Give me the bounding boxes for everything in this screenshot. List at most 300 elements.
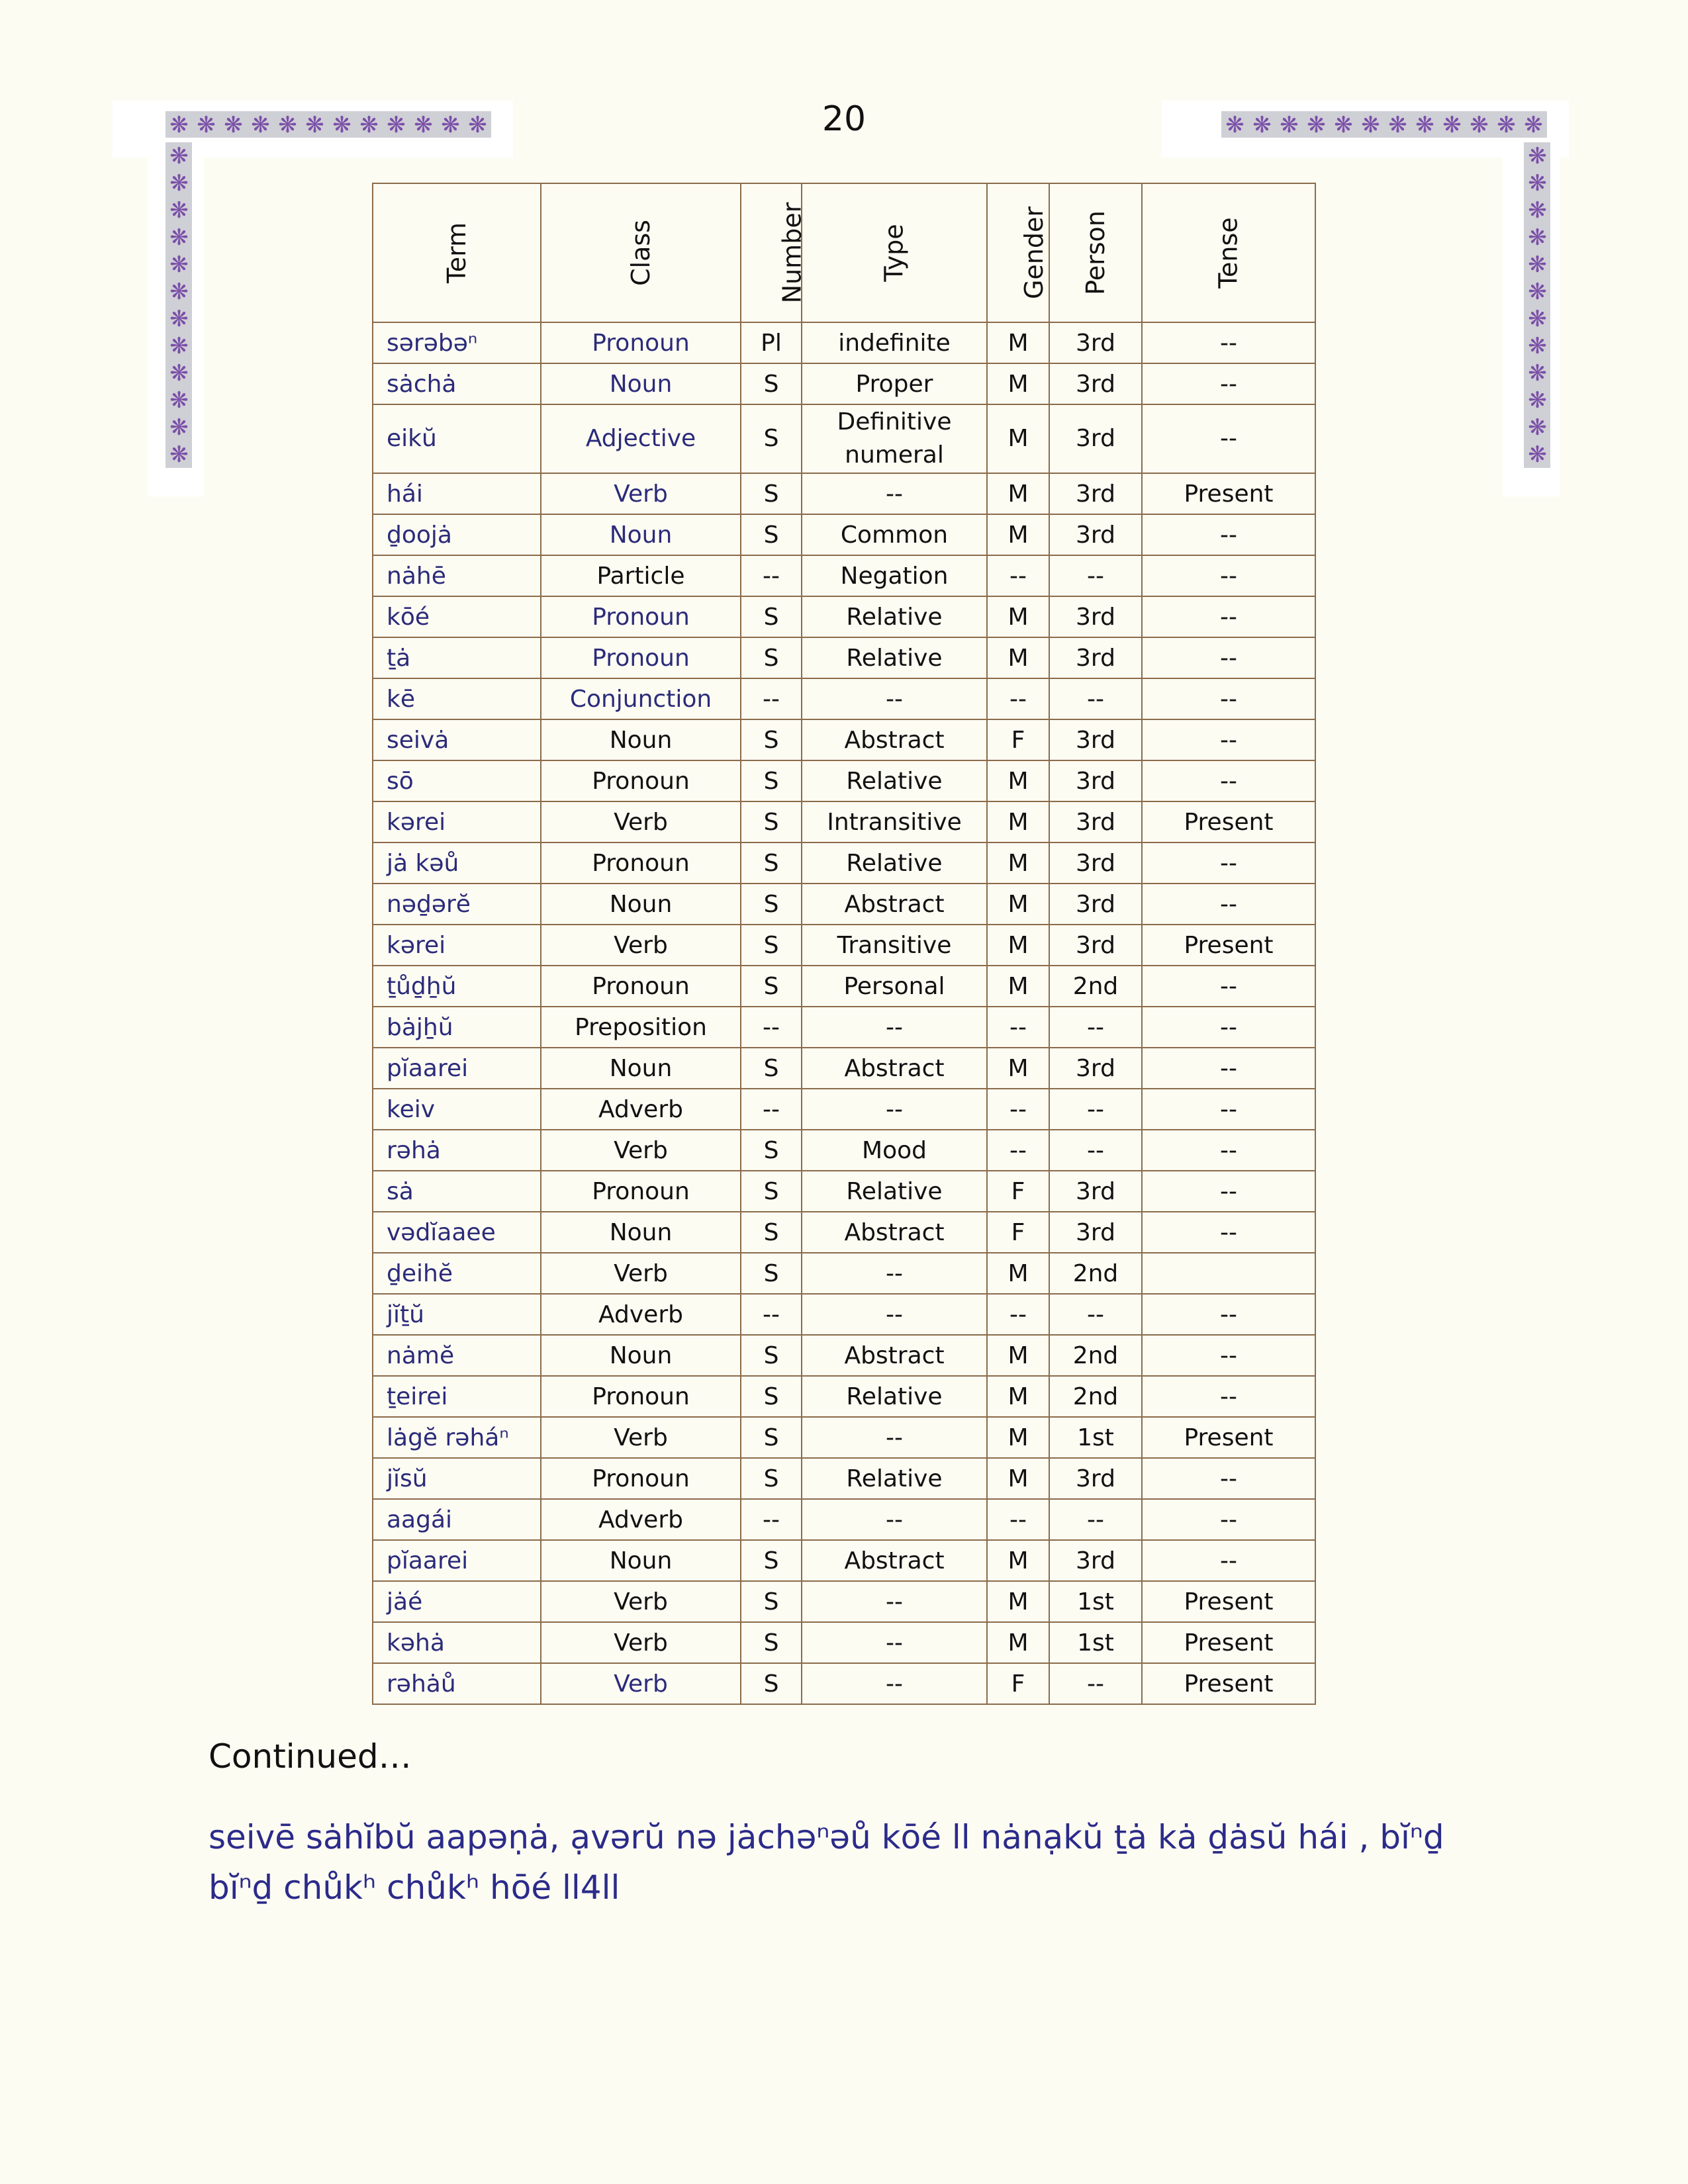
table-cell-term: jȧé [373,1581,541,1622]
table-cell-tense: -- [1142,1171,1315,1212]
table-row [373,1089,1315,1130]
table-cell-term: ṯůḏẖŭ [373,966,541,1007]
table-cell-type: Mood [802,1130,987,1171]
table-cell-type: -- [802,1622,987,1663]
table-row [373,1499,1315,1540]
table-row [373,678,1315,719]
table-cell-number: S [741,925,802,966]
column-header [802,183,987,322]
verse-text: seivē sȧhĭbŭ aapəṇȧ, ạvərŭ nə jȧchəⁿəů kōé ll nȧnạkŭ ṯȧ kȧ ḏȧsŭ hái , bĭⁿḏ bĭⁿḏ chůkʰ chůkʰ hōé ll4ll [209,1818,1444,1907]
flower-icon: ❋ [441,111,460,138]
table-cell-number: -- [741,1294,802,1335]
flower-icon: ❋ [197,111,216,138]
table-cell-gender: M [987,363,1049,404]
table-row [373,1294,1315,1335]
table-cell-term: aagái [373,1499,541,1540]
table-cell-type: Abstract [802,1212,987,1253]
table-cell-gender: M [987,966,1049,1007]
table-cell-person: 3rd [1049,925,1142,966]
table-cell-gender: M [987,1540,1049,1581]
table-cell-person: 3rd [1049,1458,1142,1499]
table-cell-class: Verb [541,1622,741,1663]
column-header [741,183,807,322]
flower-icon: ❋ [169,305,189,332]
table-cell-gender: M [987,1376,1049,1417]
table-cell-class: Pronoun [541,760,741,801]
table-cell-person: 1st [1049,1417,1142,1458]
table-cell-term: kərei [373,801,541,842]
table-cell-class: Noun [541,1335,741,1376]
table-cell-gender: M [987,842,1049,884]
table-cell-number: S [741,1376,802,1417]
table-cell-tense: -- [1142,555,1315,596]
table-cell-class: Noun [541,719,741,760]
table-cell-tense: -- [1142,1540,1315,1581]
table-cell-term: nəḏərĕ [373,884,541,925]
table-cell-person: 3rd [1049,760,1142,801]
table-cell-class: Adjective [541,404,741,473]
table-cell-tense: -- [1142,637,1315,678]
flower-icon: ❋ [1415,111,1434,138]
table-row [373,555,1315,596]
flower-icon: ❋ [1528,251,1547,278]
flower-icon: ❋ [1252,111,1272,138]
table-cell-person: 2nd [1049,1376,1142,1417]
table-cell-number: S [741,1130,802,1171]
table-cell-term: sərəbəⁿ [373,322,541,363]
table-cell-gender: M [987,404,1049,473]
table-cell-term: jĭsŭ [373,1458,541,1499]
table-cell-person: 3rd [1049,1048,1142,1089]
table-cell-type: Relative [802,1376,987,1417]
column-header-label: Tense [1214,217,1243,289]
table-cell-term: keiv [373,1089,541,1130]
table-cell-gender: M [987,884,1049,925]
flower-icon: ❋ [1528,387,1547,414]
table-cell-class: Noun [541,1048,741,1089]
flower-icon: ❋ [332,111,352,138]
table-cell-tense: -- [1142,514,1315,555]
table-cell-type: Personal [802,966,987,1007]
table-cell-term: ḏeihĕ [373,1253,541,1294]
table-cell-gender: M [987,1417,1049,1458]
table-cell-term: pĭaarei [373,1540,541,1581]
table-cell-class: Verb [541,1663,741,1704]
table-cell-type: -- [802,1089,987,1130]
flower-icon: ❋ [1528,278,1547,305]
table-cell-person: 3rd [1049,719,1142,760]
table-cell-number: S [741,596,802,637]
table-cell-person: 3rd [1049,1540,1142,1581]
table-cell-term: ḏoojȧ [373,514,541,555]
table-cell-number: S [741,637,802,678]
table-cell-number: S [741,404,802,473]
table-cell-gender: -- [987,555,1049,596]
table-cell-tense: Present [1142,473,1315,514]
flower-icon: ❋ [1528,142,1547,169]
table-cell-tense: Present [1142,1417,1315,1458]
flower-icon: ❋ [169,197,189,224]
table-cell-type: Relative [802,1458,987,1499]
table-cell-class: Noun [541,363,741,404]
table-cell-class: Verb [541,1417,741,1458]
table-cell-tense: -- [1142,1007,1315,1048]
table-row [373,637,1315,678]
table-cell-type: -- [802,1007,987,1048]
table-cell-type: Definitive numeral [802,404,987,473]
table-row [373,1622,1315,1663]
column-header-label: Type [880,224,909,282]
flower-icon: ❋ [305,111,324,138]
table-cell-tense: -- [1142,966,1315,1007]
table-cell-term: lȧgĕ rəháⁿ [373,1417,541,1458]
table-cell-number: S [741,1417,802,1458]
table-row [373,760,1315,801]
table-cell-gender: F [987,719,1049,760]
table-cell-type: indefinite [802,322,987,363]
table-row [373,966,1315,1007]
table-cell-gender: -- [987,1089,1049,1130]
table-cell-tense: -- [1142,1376,1315,1417]
continued-label: Continued… [209,1737,412,1776]
table-cell-term: kəhȧ [373,1622,541,1663]
table-cell-term: sȧchȧ [373,363,541,404]
table-row [373,1048,1315,1089]
table-cell-person: -- [1049,555,1142,596]
table-row [373,1130,1315,1171]
table-cell-gender: M [987,1253,1049,1294]
table-cell-tense: -- [1142,1048,1315,1089]
table-cell-type: Abstract [802,1048,987,1089]
table-row [373,1581,1315,1622]
table-cell-person: 3rd [1049,1212,1142,1253]
flower-icon: ❋ [1528,414,1547,441]
table-cell-tense: -- [1142,1335,1315,1376]
table-row [373,925,1315,966]
flower-icon: ❋ [169,441,189,468]
table-cell-number: S [741,842,802,884]
table-cell-class: Adverb [541,1294,741,1335]
table-cell-type: Abstract [802,719,987,760]
flower-icon: ❋ [169,359,189,387]
table-cell-class: Pronoun [541,1171,741,1212]
table-cell-number: S [741,514,802,555]
table-cell-class: Preposition [541,1007,741,1048]
table-cell-type: Abstract [802,884,987,925]
table-cell-person: -- [1049,1089,1142,1130]
column-header [1142,183,1315,322]
table-cell-number: S [741,1335,802,1376]
table-row [373,1458,1315,1499]
table-cell-person: 3rd [1049,514,1142,555]
flower-icon: ❋ [468,111,487,138]
table-cell-tense: -- [1142,1458,1315,1499]
table-cell-gender: M [987,1622,1049,1663]
table-row [373,1212,1315,1253]
table-row [373,404,1315,473]
table-row [373,596,1315,637]
table-cell-number: S [741,363,802,404]
table-cell-gender: M [987,514,1049,555]
table-cell-number: S [741,884,802,925]
table-cell-type: Relative [802,842,987,884]
flower-border-left [165,142,192,468]
table-cell-term: eikŭ [373,404,541,473]
table-cell-person: 2nd [1049,1335,1142,1376]
table-cell-tense: -- [1142,1089,1315,1130]
table-cell-gender: -- [987,1007,1049,1048]
table-cell-person: 1st [1049,1581,1142,1622]
table-cell-number: S [741,760,802,801]
column-header-label: Term [442,222,471,284]
flower-icon: ❋ [169,387,189,414]
grammar-table [372,183,1316,1705]
table-cell-class: Adverb [541,1499,741,1540]
column-header [987,183,1049,322]
table-cell-class: Noun [541,1212,741,1253]
flower-icon: ❋ [169,251,189,278]
flower-icon: ❋ [1528,305,1547,332]
flower-icon: ❋ [1528,441,1547,468]
table-cell-type: Relative [802,760,987,801]
flower-icon: ❋ [1528,332,1547,359]
table-cell-gender: M [987,1048,1049,1089]
table-cell-term: ṯeirei [373,1376,541,1417]
table-cell-term: rəhȧ [373,1130,541,1171]
table-cell-term: ṯȧ [373,637,541,678]
table-cell-person: 3rd [1049,1171,1142,1212]
table-cell-person: -- [1049,678,1142,719]
table-cell-tense: -- [1142,1130,1315,1171]
table-header-row [373,183,1315,322]
column-header-label: Person [1080,210,1110,295]
table-cell-class: Particle [541,555,741,596]
table-row [373,1417,1315,1458]
table-cell-class: Noun [541,884,741,925]
table-cell-type: Common [802,514,987,555]
table-cell-term: kərei [373,925,541,966]
table-cell-class: Verb [541,1130,741,1171]
table-cell-class: Verb [541,801,741,842]
table-cell-person: 3rd [1049,596,1142,637]
table-cell-number: S [741,1622,802,1663]
table-cell-term: pĭaarei [373,1048,541,1089]
table-cell-number: S [741,801,802,842]
table-cell-tense: -- [1142,363,1315,404]
table-cell-number: S [741,1253,802,1294]
flower-icon: ❋ [387,111,406,138]
column-header-label: Number [777,202,807,304]
table-cell-gender: M [987,322,1049,363]
flower-icon: ❋ [169,414,189,441]
table-cell-gender: -- [987,1130,1049,1171]
table-cell-term: kōé [373,596,541,637]
flower-icon: ❋ [1307,111,1326,138]
table-row [373,473,1315,514]
table-cell-class: Verb [541,1581,741,1622]
table-cell-type: Relative [802,1171,987,1212]
table-cell-number: -- [741,1007,802,1048]
table-cell-person: -- [1049,1130,1142,1171]
page-number: 20 [821,99,867,139]
flower-icon: ❋ [1470,111,1489,138]
flower-icon: ❋ [1497,111,1516,138]
table-cell-person: 3rd [1049,637,1142,678]
flower-icon: ❋ [1280,111,1299,138]
flower-icon: ❋ [169,111,189,138]
table-cell-type: Intransitive [802,801,987,842]
flower-icon: ❋ [251,111,270,138]
flower-icon: ❋ [1528,169,1547,197]
table-row [373,514,1315,555]
table-cell-class: Verb [541,925,741,966]
table-row [373,322,1315,363]
table-cell-type: Abstract [802,1335,987,1376]
flower-icon: ❋ [1388,111,1407,138]
flower-icon: ❋ [1524,111,1543,138]
table-cell-tense: -- [1142,842,1315,884]
table-row [373,1663,1315,1704]
table-cell-number: S [741,966,802,1007]
table-cell-tense: Present [1142,1581,1315,1622]
table-cell-gender: M [987,760,1049,801]
table-cell-person: 3rd [1049,363,1142,404]
table-cell-term: sō [373,760,541,801]
table-cell-type: Proper [802,363,987,404]
table-cell-class: Pronoun [541,637,741,678]
table-cell-term: seivȧ [373,719,541,760]
table-cell-person: -- [1049,1663,1142,1704]
table-cell-tense: Present [1142,925,1315,966]
table-cell-class: Noun [541,514,741,555]
table-cell-class: Pronoun [541,842,741,884]
table-cell-gender: M [987,925,1049,966]
table-cell-gender: M [987,1581,1049,1622]
table-cell-class: Pronoun [541,1458,741,1499]
table-row [373,363,1315,404]
table-cell-gender: -- [987,1294,1049,1335]
table-cell-type: -- [802,1581,987,1622]
table-cell-person: 3rd [1049,404,1142,473]
table-cell-tense: -- [1142,678,1315,719]
column-header [1049,183,1142,322]
table-cell-number: S [741,1048,802,1089]
flower-icon: ❋ [1528,224,1547,251]
flower-border-right [1524,142,1550,468]
table-cell-gender: M [987,801,1049,842]
column-header [373,183,541,322]
table-cell-term: rəhȧů [373,1663,541,1704]
table-cell-tense: -- [1142,884,1315,925]
flower-icon: ❋ [169,278,189,305]
table-cell-gender: F [987,1171,1049,1212]
table-cell-gender: M [987,596,1049,637]
flower-icon: ❋ [1225,111,1244,138]
table-cell-type: -- [802,1499,987,1540]
table-cell-number: -- [741,678,802,719]
table-cell-type: -- [802,473,987,514]
table-cell-term: nȧhē [373,555,541,596]
table-row [373,1335,1315,1376]
column-header-label: Class [626,220,655,286]
table-cell-type: Negation [802,555,987,596]
table-cell-term: vədĭaaee [373,1212,541,1253]
table-cell-number: Pl [741,322,802,363]
table-cell-gender: M [987,473,1049,514]
table-row [373,719,1315,760]
flower-icon: ❋ [169,169,189,197]
table-row [373,842,1315,884]
table-cell-type: -- [802,1253,987,1294]
table-cell-tense [1142,1253,1315,1294]
flower-icon: ❋ [169,142,189,169]
table-cell-gender: M [987,1458,1049,1499]
table-cell-number: S [741,1540,802,1581]
table-cell-gender: M [987,637,1049,678]
flower-icon: ❋ [278,111,297,138]
table-cell-number: S [741,719,802,760]
table-cell-number: -- [741,1499,802,1540]
table-row [373,1171,1315,1212]
table-row [373,1253,1315,1294]
table-cell-number: S [741,1663,802,1704]
table-row [373,801,1315,842]
table-cell-person: 2nd [1049,966,1142,1007]
flower-icon: ❋ [169,332,189,359]
table-row [373,1540,1315,1581]
table-cell-gender: -- [987,678,1049,719]
table-cell-type: Abstract [802,1540,987,1581]
table-cell-tense: Present [1142,801,1315,842]
flower-icon: ❋ [1442,111,1462,138]
flower-icon: ❋ [224,111,243,138]
flower-icon: ❋ [169,224,189,251]
table-cell-person: 3rd [1049,473,1142,514]
table-cell-class: Conjunction [541,678,741,719]
table-cell-tense: -- [1142,760,1315,801]
table-cell-number: S [741,1212,802,1253]
table-cell-person: 3rd [1049,842,1142,884]
table-cell-tense: -- [1142,1212,1315,1253]
table-cell-gender: M [987,1335,1049,1376]
flower-icon: ❋ [1361,111,1380,138]
column-header-label: Gender [1019,206,1049,300]
table-cell-number: S [741,1458,802,1499]
table-row [373,1376,1315,1417]
flower-icon: ❋ [359,111,379,138]
flower-icon: ❋ [1334,111,1353,138]
table-cell-class: Verb [541,473,741,514]
table-cell-tense: -- [1142,719,1315,760]
table-cell-person: 3rd [1049,322,1142,363]
table-cell-person: 3rd [1049,801,1142,842]
table-cell-tense: Present [1142,1663,1315,1704]
table-cell-type: Transitive [802,925,987,966]
table-cell-tense: -- [1142,322,1315,363]
table-cell-term: nȧmĕ [373,1335,541,1376]
table-cell-person: -- [1049,1007,1142,1048]
table-cell-type: -- [802,678,987,719]
table-cell-gender: F [987,1663,1049,1704]
table-cell-type: -- [802,1417,987,1458]
table-row [373,1007,1315,1048]
table-cell-gender: F [987,1212,1049,1253]
table-cell-class: Pronoun [541,1376,741,1417]
table-cell-tense: -- [1142,596,1315,637]
table-cell-term: jĭṯŭ [373,1294,541,1335]
table-cell-person: -- [1049,1499,1142,1540]
table-cell-class: Noun [541,1540,741,1581]
